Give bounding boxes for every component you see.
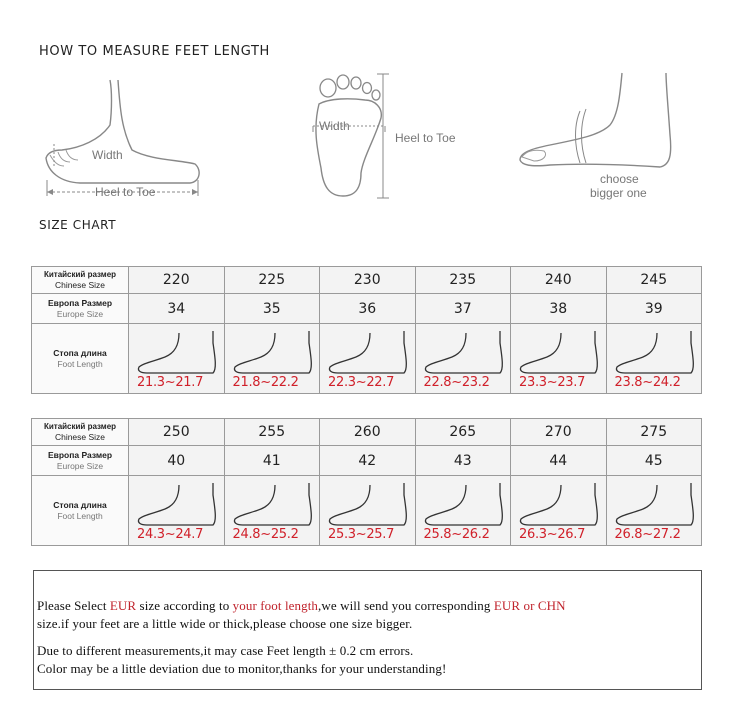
foot-length-cell: 21.3~21.7 [129, 324, 225, 394]
chinese-size-cell: 235 [415, 267, 511, 294]
europe-size-cell: 36 [320, 294, 416, 324]
sole-foot-illustration [295, 68, 475, 208]
foot-icon [613, 329, 697, 379]
size-table-2 [31, 418, 702, 546]
foot-length-cell: 24.8~25.2 [224, 476, 320, 546]
europe-size-cell: 44 [511, 446, 607, 476]
chinese-size-cell: 245 [606, 267, 702, 294]
notice-box [33, 570, 702, 690]
foot-length-label: Стопа длина Foot Length [32, 476, 129, 546]
europe-size-cell: 39 [606, 294, 702, 324]
chinese-size-label: Китайский размер Chinese Size [32, 267, 129, 294]
notice-line-2: size.if your feet are a little wide or thick,please choose one size bigger. [37, 616, 413, 631]
foot-icon [326, 481, 410, 531]
chinese-size-cell: 225 [224, 267, 320, 294]
foot-length-cell: 24.3~24.7 [129, 476, 225, 546]
measure-title: HOW TO MEASURE FEET LENGTH [39, 44, 270, 59]
foot-length-label: Стопа длина Foot Length [32, 324, 129, 394]
chinese-size-label: Китайский размер Chinese Size [32, 419, 129, 446]
europe-size-cell: 41 [224, 446, 320, 476]
foot-length-cell: 22.8~23.2 [415, 324, 511, 394]
chinese-size-cell: 240 [511, 267, 607, 294]
chinese-size-row [32, 267, 702, 294]
europe-size-cell: 38 [511, 294, 607, 324]
front-bigger-label: bigger one [590, 186, 647, 200]
chinese-size-cell: 255 [224, 419, 320, 446]
europe-size-row [32, 294, 702, 324]
front-choose-label: choose [600, 172, 639, 186]
chinese-size-cell: 220 [129, 267, 225, 294]
europe-size-cell: 42 [320, 446, 416, 476]
side-heel-to-toe-label: Heel to Toe [95, 185, 156, 199]
foot-icon [231, 329, 315, 379]
foot-length-cell: 22.3~22.7 [320, 324, 416, 394]
foot-icon [422, 481, 506, 531]
foot-length-cell: 23.8~24.2 [606, 324, 702, 394]
side-foot-illustration [40, 70, 220, 205]
side-width-label: Width [92, 148, 123, 162]
foot-length-cell: 25.3~25.7 [320, 476, 416, 546]
chinese-size-cell: 250 [129, 419, 225, 446]
foot-icon [326, 329, 410, 379]
chinese-size-cell: 270 [511, 419, 607, 446]
foot-icon [422, 329, 506, 379]
europe-size-cell: 37 [415, 294, 511, 324]
sole-heel-to-toe-label: Heel to Toe [395, 131, 456, 145]
europe-size-row [32, 446, 702, 476]
foot-length-row [32, 324, 702, 394]
notice-line-4: Color may be a little deviation due to monitor,thanks for your understanding! [37, 661, 447, 676]
europe-size-cell: 43 [415, 446, 511, 476]
europe-size-cell: 45 [606, 446, 702, 476]
chinese-size-cell: 265 [415, 419, 511, 446]
foot-length-cell: 23.3~23.7 [511, 324, 607, 394]
chinese-size-cell: 260 [320, 419, 416, 446]
foot-icon [517, 481, 601, 531]
front-foot-illustration [510, 65, 690, 210]
foot-icon [135, 329, 219, 379]
size-chart-title: SIZE CHART [39, 218, 117, 232]
foot-length-cell: 26.8~27.2 [606, 476, 702, 546]
foot-length-cell: 26.3~26.7 [511, 476, 607, 546]
foot-length-cell: 21.8~22.2 [224, 324, 320, 394]
europe-size-label: Европа Размер Europe Size [32, 446, 129, 476]
foot-icon [231, 481, 315, 531]
sole-width-label: Width [319, 119, 350, 133]
europe-size-cell: 34 [129, 294, 225, 324]
foot-icon [517, 329, 601, 379]
chinese-size-row [32, 419, 702, 446]
size-table-1 [31, 266, 702, 394]
europe-size-cell: 40 [129, 446, 225, 476]
foot-icon [135, 481, 219, 531]
foot-length-cell: 25.8~26.2 [415, 476, 511, 546]
notice-line-1: Please Select EUR size according to your foot length,we will send you corresponding EUR or CHN [37, 598, 566, 613]
foot-icon [613, 481, 697, 531]
foot-length-row [32, 476, 702, 546]
notice-line-3: Due to different measurements,it may case Feet length ± 0.2 cm errors. [37, 643, 414, 658]
chinese-size-cell: 275 [606, 419, 702, 446]
europe-size-label: Европа Размер Europe Size [32, 294, 129, 324]
chinese-size-cell: 230 [320, 267, 416, 294]
europe-size-cell: 35 [224, 294, 320, 324]
